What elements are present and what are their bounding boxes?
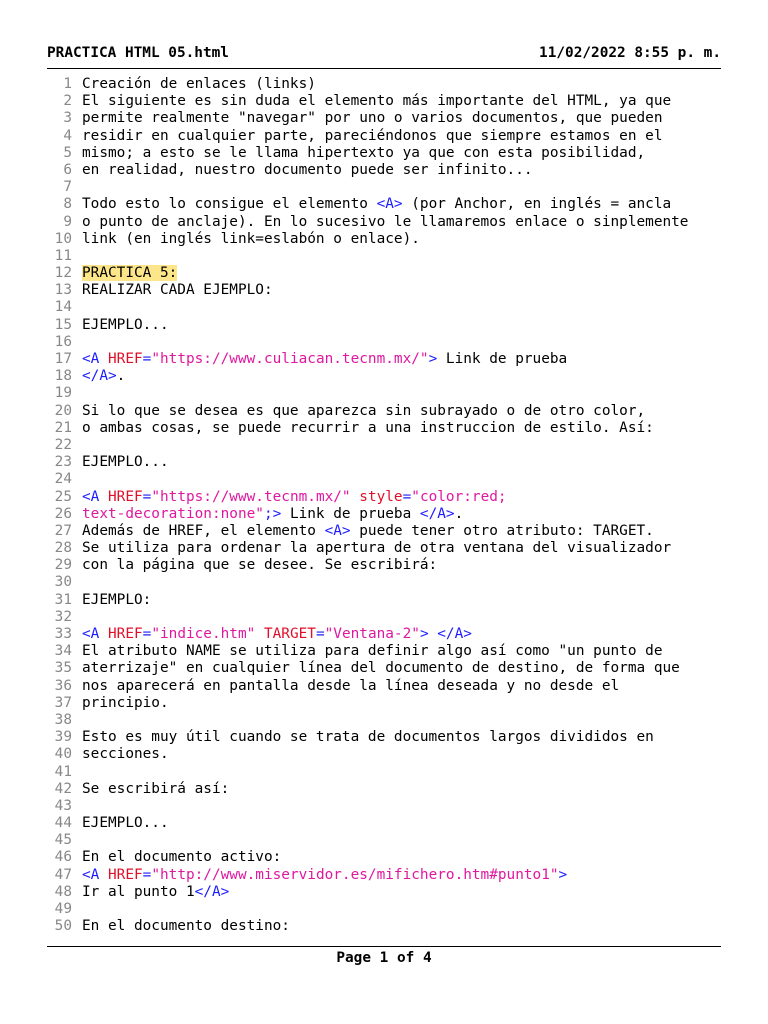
line-number: 23 xyxy=(54,454,72,471)
document-title: PRACTICA HTML 05.html xyxy=(47,45,229,61)
html-string: "color:red; xyxy=(411,488,507,505)
html-string: "https://www.tecnm.mx/" xyxy=(151,488,351,505)
text-segment: Esto es muy útil cuando se trata de documentos largos divididos en xyxy=(82,729,654,746)
line-number: 30 xyxy=(54,574,72,591)
header-rule xyxy=(47,68,721,69)
html-tag: </A> xyxy=(419,505,455,522)
line-text xyxy=(82,162,533,179)
line-text xyxy=(82,489,507,506)
code-line xyxy=(47,781,721,798)
html-tag: = xyxy=(142,866,152,883)
code-line xyxy=(47,557,721,574)
code-line xyxy=(47,849,721,866)
code-line xyxy=(47,609,721,626)
line-text xyxy=(82,557,437,574)
code-line xyxy=(47,901,721,918)
text-segment: principio. xyxy=(82,694,169,711)
line-number: 18 xyxy=(54,368,72,385)
code-line xyxy=(47,334,721,351)
line-text xyxy=(82,884,229,901)
text-segment: residir en cualquier parte, pareciéndonos que siempre estamos en el xyxy=(82,127,663,144)
line-number: 47 xyxy=(54,866,72,883)
line-number: 10 xyxy=(54,230,72,247)
html-tag xyxy=(351,489,360,505)
text-segment: Todo esto lo consigue el elemento xyxy=(82,196,377,213)
page-header xyxy=(47,42,721,64)
code-line xyxy=(47,574,721,591)
code-line xyxy=(47,489,721,506)
html-tag: = xyxy=(142,626,152,642)
html-string: text-decoration:none" xyxy=(82,505,264,522)
text-segment: en realidad, nuestro documento puede ser infinito... xyxy=(82,161,533,178)
html-attribute: TARGET xyxy=(263,626,316,642)
code-line xyxy=(47,299,721,316)
line-number: 38 xyxy=(54,711,72,728)
line-number: 19 xyxy=(54,385,72,402)
line-text xyxy=(82,403,645,420)
html-tag: = xyxy=(142,351,152,367)
text-segment: o punto de anclaje). En lo sucesivo le llamaremos enlace o sinplemente xyxy=(82,213,689,230)
html-attribute: HREF xyxy=(108,351,143,367)
line-number: 21 xyxy=(54,419,72,436)
line-number: 31 xyxy=(54,591,72,608)
html-tag: </A> xyxy=(194,883,230,900)
text-segment: En el documento destino: xyxy=(82,918,290,935)
line-number: 7 xyxy=(63,179,72,196)
html-tag: <A xyxy=(82,351,108,367)
line-number: 45 xyxy=(54,832,72,849)
text-segment: Link de prueba xyxy=(281,505,420,522)
code-line xyxy=(47,231,721,248)
line-number: 11 xyxy=(54,247,72,264)
line-number: 24 xyxy=(54,471,72,488)
line-text xyxy=(82,523,654,540)
line-text xyxy=(82,351,567,368)
line-number: 22 xyxy=(54,436,72,453)
code-line xyxy=(47,317,721,334)
text-segment: En el documento activo: xyxy=(82,849,282,866)
text-segment: El siguiente es sin duda el elemento más importante del HTML, ya que xyxy=(82,93,672,110)
code-line xyxy=(47,660,721,677)
text-segment: Además de HREF, el elemento xyxy=(82,522,325,539)
line-number: 41 xyxy=(54,763,72,780)
line-text xyxy=(82,592,151,609)
code-line xyxy=(47,678,721,695)
code-line xyxy=(47,420,721,437)
code-line xyxy=(47,248,721,265)
line-number: 1 xyxy=(63,76,72,92)
code-line xyxy=(47,746,721,763)
line-number: 43 xyxy=(54,797,72,814)
html-attribute: style xyxy=(359,488,403,505)
line-number: 46 xyxy=(54,849,72,866)
text-segment: (por Anchor, en inglés = ancla xyxy=(402,196,672,213)
line-number: 25 xyxy=(54,488,72,505)
text-segment: nos aparecerá en pantalla desde la línea deseada y no desde el xyxy=(82,677,620,694)
line-text xyxy=(82,660,680,677)
text-segment: Se utiliza para ordenar la apertura de otra ventana del visualizador xyxy=(82,540,672,557)
line-text xyxy=(82,231,420,248)
text-segment: . xyxy=(116,368,126,385)
line-text xyxy=(82,867,567,884)
html-tag: </A> xyxy=(82,368,117,385)
line-number: 5 xyxy=(63,144,72,161)
code-line xyxy=(47,454,721,471)
line-number: 2 xyxy=(63,93,72,110)
text-segment: link (en inglés link=eslabón o enlace). xyxy=(82,230,420,247)
html-tag: ;> xyxy=(263,505,282,522)
line-text xyxy=(82,454,169,471)
highlighted-text: PRACTICA 5: xyxy=(82,265,178,282)
html-tag: <A xyxy=(82,488,108,505)
code-line xyxy=(47,368,721,385)
html-tag: > xyxy=(558,866,568,883)
html-tag: > xyxy=(428,351,438,367)
line-text xyxy=(82,506,463,523)
line-number: 32 xyxy=(54,608,72,625)
line-number: 8 xyxy=(63,196,72,213)
line-text xyxy=(82,93,671,110)
code-line xyxy=(47,351,721,368)
line-number: 35 xyxy=(54,660,72,677)
html-tag: <A> xyxy=(376,196,403,213)
code-line xyxy=(47,764,721,781)
code-line xyxy=(47,643,721,660)
line-text xyxy=(82,746,169,763)
text-segment: mismo; a esto se le llama hipertexto ya que con esta posibilidad, xyxy=(82,144,646,161)
line-number: 37 xyxy=(54,694,72,711)
text-segment: EJEMPLO: xyxy=(82,591,152,608)
line-number: 6 xyxy=(63,161,72,178)
line-number: 26 xyxy=(54,505,72,522)
text-segment: Si lo que se desea es que aparezca sin subrayado o de otro color, xyxy=(82,402,646,419)
line-number: 15 xyxy=(54,316,72,333)
line-text xyxy=(82,265,177,282)
code-line xyxy=(47,884,721,901)
text-segment: secciones. xyxy=(82,746,169,763)
text-segment: EJEMPLO... xyxy=(82,454,169,471)
code-line xyxy=(47,815,721,832)
html-string: "http://www.miservidor.es/mifichero.htm#punto1" xyxy=(151,866,559,883)
html-tag: > </A> xyxy=(419,626,472,642)
html-attribute: HREF xyxy=(108,866,143,883)
line-number: 34 xyxy=(54,643,72,660)
line-number: 4 xyxy=(63,127,72,144)
html-attribute: HREF xyxy=(108,626,143,642)
line-number: 16 xyxy=(54,333,72,350)
line-number: 42 xyxy=(54,780,72,797)
line-number: 40 xyxy=(54,746,72,763)
code-line xyxy=(47,128,721,145)
code-line xyxy=(47,729,721,746)
line-text xyxy=(82,368,125,385)
code-line xyxy=(47,712,721,729)
line-number: 3 xyxy=(63,110,72,127)
html-string: "Ventana-2" xyxy=(324,626,420,642)
html-string: "https://www.culiacan.tecnm.mx/" xyxy=(151,351,429,367)
html-tag: <A> xyxy=(324,522,351,539)
text-segment: permite realmente "navegar" por uno o varios documentos, que pueden xyxy=(82,110,663,127)
html-tag: = xyxy=(142,488,152,505)
html-tag: <A xyxy=(82,626,108,642)
code-line xyxy=(47,523,721,540)
code-line xyxy=(47,179,721,196)
code-line xyxy=(47,540,721,557)
line-number: 27 xyxy=(54,522,72,539)
line-number: 13 xyxy=(54,282,72,299)
line-text xyxy=(82,849,281,866)
text-segment: Creación de enlaces (links) xyxy=(82,76,316,92)
html-attribute: HREF xyxy=(108,488,143,505)
line-number: 14 xyxy=(54,299,72,316)
html-tag: = xyxy=(402,488,412,505)
code-line xyxy=(47,282,721,299)
code-line xyxy=(47,867,721,884)
text-segment: o ambas cosas, se puede recurrir a una instruccion de estilo. Así: xyxy=(82,419,654,436)
code-line xyxy=(47,695,721,712)
html-string: "indice.htm" xyxy=(151,626,256,642)
line-text xyxy=(82,214,688,231)
text-segment: Ir al punto 1 xyxy=(82,883,195,900)
code-line xyxy=(47,76,721,93)
text-segment: puede tener otro atributo: TARGET. xyxy=(350,522,654,539)
line-number: 29 xyxy=(54,557,72,574)
text-segment: EJEMPLO... xyxy=(82,316,169,333)
code-line xyxy=(47,110,721,127)
html-tag: = xyxy=(315,626,325,642)
line-number: 50 xyxy=(54,918,72,935)
line-text xyxy=(82,781,229,798)
code-line xyxy=(47,471,721,488)
text-segment: . xyxy=(454,505,464,522)
line-number: 12 xyxy=(54,265,72,282)
line-text xyxy=(82,729,654,746)
html-tag xyxy=(255,626,264,642)
line-number: 48 xyxy=(54,883,72,900)
line-number: 44 xyxy=(54,815,72,832)
line-text xyxy=(82,918,290,935)
code-line xyxy=(47,385,721,402)
line-number: 9 xyxy=(63,213,72,230)
code-line xyxy=(47,93,721,110)
line-text xyxy=(82,196,671,213)
line-text xyxy=(82,695,169,712)
line-text xyxy=(82,317,169,334)
code-line xyxy=(47,832,721,849)
line-number: 28 xyxy=(54,540,72,557)
line-number: 20 xyxy=(54,402,72,419)
text-segment: aterrizaje" en cualquier línea del documento de destino, de forma que xyxy=(82,660,680,677)
text-segment: El atributo NAME se utiliza para definir algo así como "un punto de xyxy=(82,643,663,660)
line-text xyxy=(82,420,654,437)
print-datetime: 11/02/2022 8:55 p. m. xyxy=(539,45,721,61)
code-line xyxy=(47,506,721,523)
line-text xyxy=(82,110,662,127)
line-number: 33 xyxy=(54,626,72,642)
code-line xyxy=(47,798,721,815)
line-text xyxy=(82,128,662,145)
code-line xyxy=(47,196,721,213)
page-counter: Page 1 of 4 xyxy=(336,950,432,966)
line-text xyxy=(82,145,645,162)
line-text xyxy=(82,678,619,695)
line-number: 36 xyxy=(54,677,72,694)
line-text xyxy=(82,76,316,93)
code-line xyxy=(47,145,721,162)
text-segment: EJEMPLO... xyxy=(82,815,169,832)
code-line xyxy=(47,265,721,282)
code-line xyxy=(47,626,721,643)
line-text xyxy=(82,815,169,832)
text-segment: Se escribirá así: xyxy=(82,780,230,797)
line-text xyxy=(82,540,671,557)
line-text xyxy=(82,643,662,660)
line-number: 17 xyxy=(54,351,72,367)
text-segment: con la página que se desee. Se escribirá: xyxy=(82,557,438,574)
code-line xyxy=(47,592,721,609)
code-line xyxy=(47,918,721,935)
line-number: 39 xyxy=(54,729,72,746)
code-listing xyxy=(47,76,721,935)
code-line xyxy=(47,214,721,231)
code-line xyxy=(47,403,721,420)
line-text xyxy=(82,626,472,643)
code-line xyxy=(47,162,721,179)
line-number: 49 xyxy=(54,901,72,917)
line-text xyxy=(82,282,273,299)
text-segment: REALIZAR CADA EJEMPLO: xyxy=(82,282,273,299)
html-tag: <A xyxy=(82,866,108,883)
code-line xyxy=(47,437,721,454)
text-segment: Link de prueba xyxy=(437,351,568,367)
